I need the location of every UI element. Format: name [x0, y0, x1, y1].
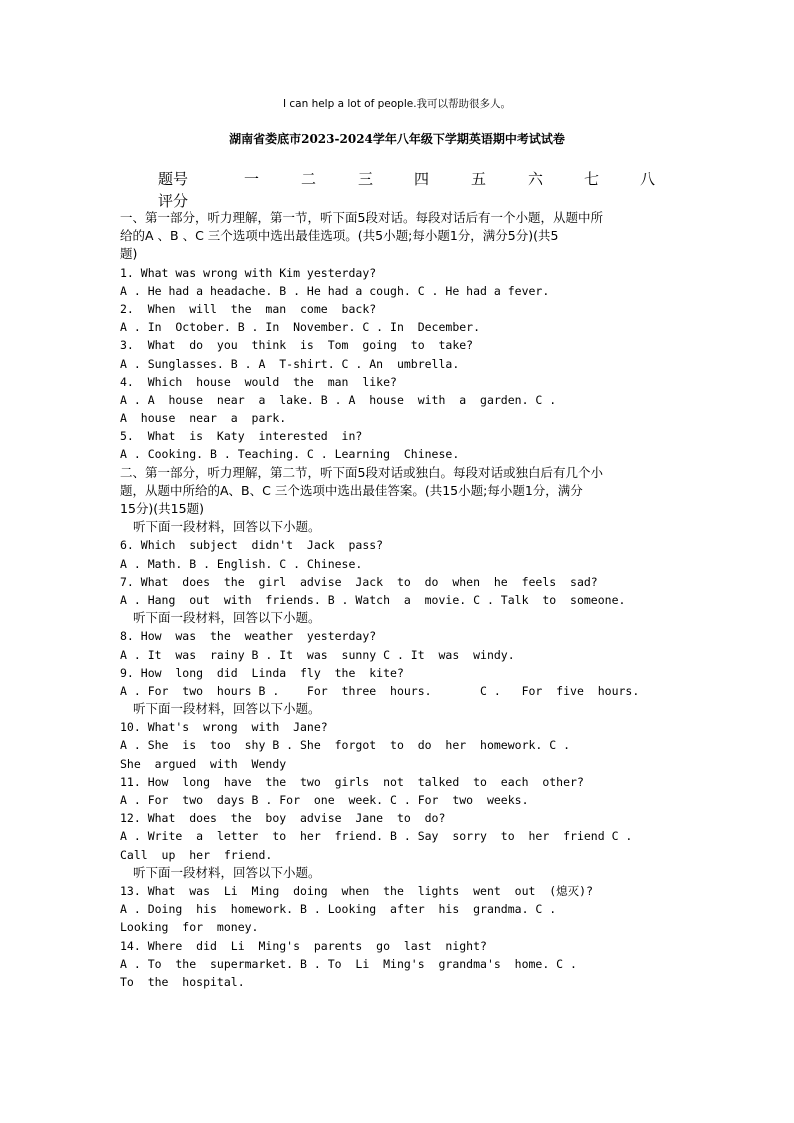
answer-options: A . For two hours B . For three hours. C . For five hours.	[120, 683, 640, 698]
column-header: 二	[301, 170, 317, 188]
section-heading: 题)	[120, 246, 138, 262]
score-row-label: 题号	[158, 170, 189, 188]
section-heading: 15分)(共15题)	[120, 501, 204, 516]
exam-title: 湖南省娄底市2023-2024学年八年级下学期英语期中考试试卷	[229, 132, 565, 146]
column-header: 八	[640, 170, 656, 188]
question-text: 4. Which house would the man like?	[120, 374, 397, 389]
answer-options: A . A house near a lake. B . A house with a garden. C .	[120, 392, 557, 407]
question-text: 10. What's wrong with Jane?	[120, 720, 328, 735]
section-heading: 给的A 、B 、C 三个选项中选出最佳选项。(共5小题;每小题1分，满分5分)(共5	[120, 228, 559, 244]
column-header: 三	[358, 170, 374, 188]
header-note: I can help a lot of people.我可以帮助很多人。	[282, 98, 512, 110]
answer-options: A . It was rainy B . It was sunny C . It was windy.	[120, 647, 515, 662]
question-text: 2. When will the man come back?	[120, 301, 377, 316]
answer-options: A . Math. B . English. C . Chinese.	[120, 556, 363, 571]
section-heading: 一、第一部分，听力理解，第一节，听下面5段对话。每段对话后有一个小题，从题中所	[120, 210, 603, 225]
question-text: 7. What does the girl advise Jack to do when he feels sad?	[120, 574, 598, 589]
listen-prompt: 听下面一段材料，回答以下小题。	[133, 519, 321, 535]
answer-options: A . He had a headache. B . He had a cough. C . He had a fever.	[120, 283, 550, 298]
section-heading: 题，从题中所给的A、B、C 三个选项中选出最佳答案。(共15小题;每小题1分，满分	[120, 482, 583, 498]
answer-options: A . Hang out with friends. B . Watch a movie. C . Talk to someone.	[120, 592, 626, 607]
section-heading: 二、第一部分，听力理解，第二节，听下面5段对话或独白。每段对话或独白后有几个小	[120, 464, 603, 480]
question-text: 9. How long did Linda fly the kite?	[120, 665, 404, 680]
column-header: 五	[471, 170, 487, 188]
question-text: 8. How was the weather yesterday?	[120, 629, 377, 644]
answer-options: A . To the supermarket. B . To Li Ming's grandma's home. C .	[120, 956, 577, 971]
column-header: 四	[414, 170, 430, 188]
answer-options-continued: Call up her friend.	[120, 847, 273, 862]
listen-prompt: 听下面一段材料，回答以下小题。	[133, 864, 321, 880]
question-text: 6. Which subject didn't Jack pass?	[120, 538, 384, 553]
answer-options-continued: A house near a park.	[120, 411, 287, 426]
column-header: 六	[528, 170, 544, 188]
answer-options-continued: To the hospital.	[120, 974, 245, 989]
answer-options: A . Doing his homework. B . Looking after his grandma. C .	[120, 902, 557, 917]
question-text: 14. Where did Li Ming's parents go last night?	[120, 938, 487, 953]
question-text: 12. What does the boy advise Jane to do?	[120, 811, 446, 826]
score-table	[158, 168, 678, 212]
listen-prompt: 听下面一段材料，回答以下小题。	[133, 701, 321, 717]
score-row-label: 评分	[158, 192, 189, 210]
answer-options: A . For two days B . For one week. C . For two weeks.	[120, 793, 529, 807]
answer-options: A . In October. B . In November. C . In December.	[120, 320, 481, 335]
answer-options: A . Sunglasses. B . A T-shirt. C . An umbrella.	[120, 356, 460, 371]
column-header: 七	[584, 170, 600, 188]
question-text: 5. What is Katy interested in?	[120, 429, 363, 444]
question-text: 11. How long have the two girls not talked to each other?	[120, 774, 584, 789]
answer-options: A . She is too shy B . She forgot to do her homework. C .	[120, 738, 571, 753]
score-row-question-numbers	[158, 168, 678, 190]
answer-options: A . Cooking. B . Teaching. C . Learning Chinese.	[120, 447, 460, 462]
column-header: 一	[244, 170, 260, 188]
exam-content	[120, 209, 680, 991]
answer-options-continued: She argued with Wendy	[120, 756, 287, 771]
question-text: 1. What was wrong with Kim yesterday?	[120, 265, 377, 280]
answer-options: A . Write a letter to her friend. B . Say sorry to her friend C .	[120, 829, 633, 844]
answer-options-continued: Looking for money.	[120, 920, 259, 935]
question-text: 13. What was Li Ming doing when the lights went out (熄灭)?	[120, 883, 594, 898]
question-text: 3. What do you think is Tom going to take?	[120, 338, 474, 353]
listen-prompt: 听下面一段材料，回答以下小题。	[133, 610, 321, 626]
